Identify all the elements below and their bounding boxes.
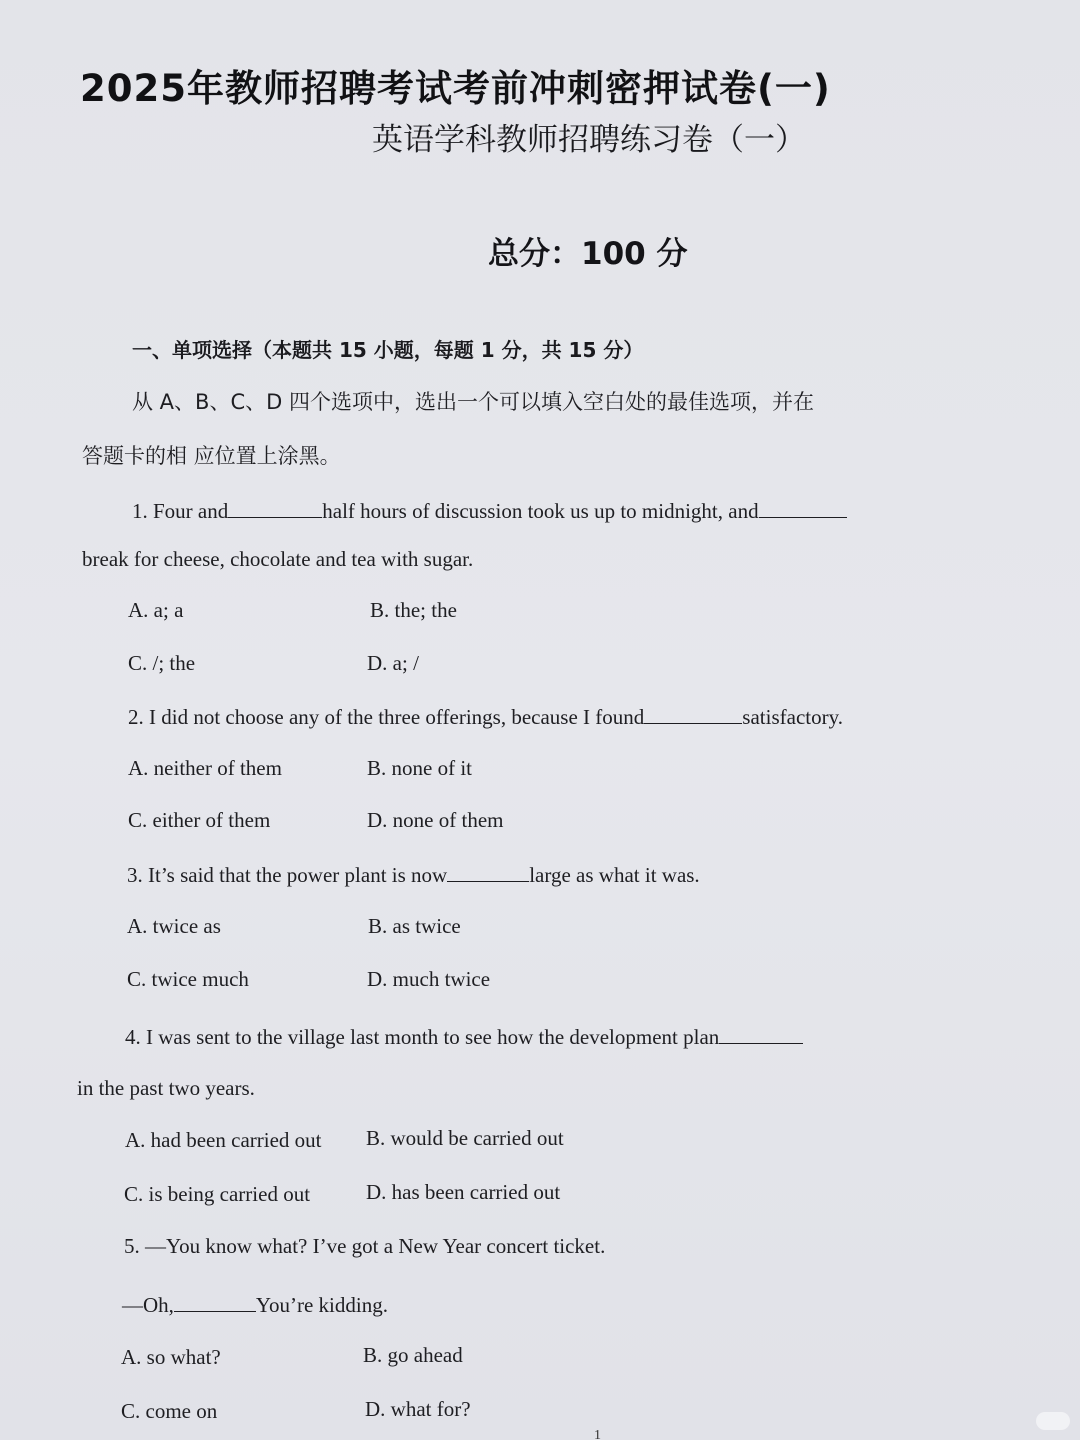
question-3-line1 (127, 860, 700, 888)
question-1-line1 (132, 496, 847, 524)
question-3-option-c: C. twice much (127, 967, 249, 991)
question-5-text-b: —Oh, (122, 1293, 174, 1317)
question-2-option-d: D. none of them (367, 808, 504, 832)
question-4-option-d: D. has been carried out (366, 1180, 561, 1204)
question-4-text-a: 4. I was sent to the village last month to see how the development plan (125, 1025, 720, 1049)
question-5-option-c: C. come on (121, 1399, 218, 1423)
question-5-text-c: You’re kidding. (255, 1293, 388, 1317)
question-2-option-a: A. neither of them (128, 756, 282, 780)
question-3-text-a: 3. It’s said that the power plant is now (127, 863, 448, 887)
question-1-option-c: C. /; the (128, 651, 196, 675)
question-1-option-a: A. a; a (128, 598, 184, 622)
question-3-option-d: D. much twice (367, 967, 491, 991)
question-1-blank-2 (759, 496, 847, 518)
question-3-option-b: B. as twice (368, 914, 461, 938)
question-4-option-b: B. would be carried out (366, 1126, 564, 1150)
question-2-blank (644, 702, 742, 724)
section-instruction-line1: 从 A、B、C、D 四个选项中，选出一个可以填入空白处的最佳选项，并在 (132, 390, 814, 414)
section-instruction-line2: 答题卡的相 应位置上涂黑。 (82, 444, 341, 468)
total-score: 总分：100 分 (488, 236, 688, 272)
question-5-line1: 5. —You know what? I’ve got a New Year concert ticket. (124, 1234, 606, 1258)
question-2-option-c: C. either of them (128, 808, 271, 832)
question-5-option-b: B. go ahead (363, 1343, 463, 1367)
question-4-blank (719, 1022, 803, 1044)
question-1-text-a: 1. Four and (132, 499, 229, 523)
question-5-option-d: D. what for? (365, 1397, 471, 1421)
section-heading: 一、单项选择（本题共 15 小题，每题 1 分，共 15 分） (132, 338, 644, 362)
question-4-text-c: in the past two years. (77, 1076, 255, 1100)
watermark-badge (1036, 1412, 1070, 1430)
question-3-option-a: A. twice as (127, 914, 221, 938)
question-4-option-a: A. had been carried out (125, 1128, 322, 1152)
question-5-option-a: A. so what? (121, 1345, 221, 1369)
question-2-line1 (128, 702, 843, 730)
question-2-text-a: 2. I did not choose any of the three offerings, because I found (128, 705, 645, 729)
question-1-option-b: B. the; the (370, 598, 457, 622)
question-1-text-b: half hours of discussion took us up to midnight, and (322, 499, 759, 523)
question-5-line2 (122, 1290, 388, 1318)
question-2-option-b: B. none of it (367, 756, 472, 780)
question-1-option-d: D. a; / (367, 651, 419, 675)
question-1-blank-1 (228, 496, 322, 518)
exam-title: 2025年教师招聘考试考前冲刺密押试卷(一) (80, 67, 831, 110)
question-3-blank (447, 860, 529, 882)
question-4-option-c: C. is being carried out (124, 1182, 311, 1206)
question-4-line1 (125, 1022, 803, 1050)
question-1-text-c: break for cheese, chocolate and tea with sugar. (82, 547, 474, 571)
page-number: 1 (594, 1428, 601, 1440)
exam-subtitle: 英语学科教师招聘练习卷（一） (372, 122, 806, 158)
question-2-text-b: satisfactory. (742, 705, 843, 729)
question-5-blank (174, 1290, 256, 1312)
question-3-text-b: large as what it was. (529, 863, 700, 887)
